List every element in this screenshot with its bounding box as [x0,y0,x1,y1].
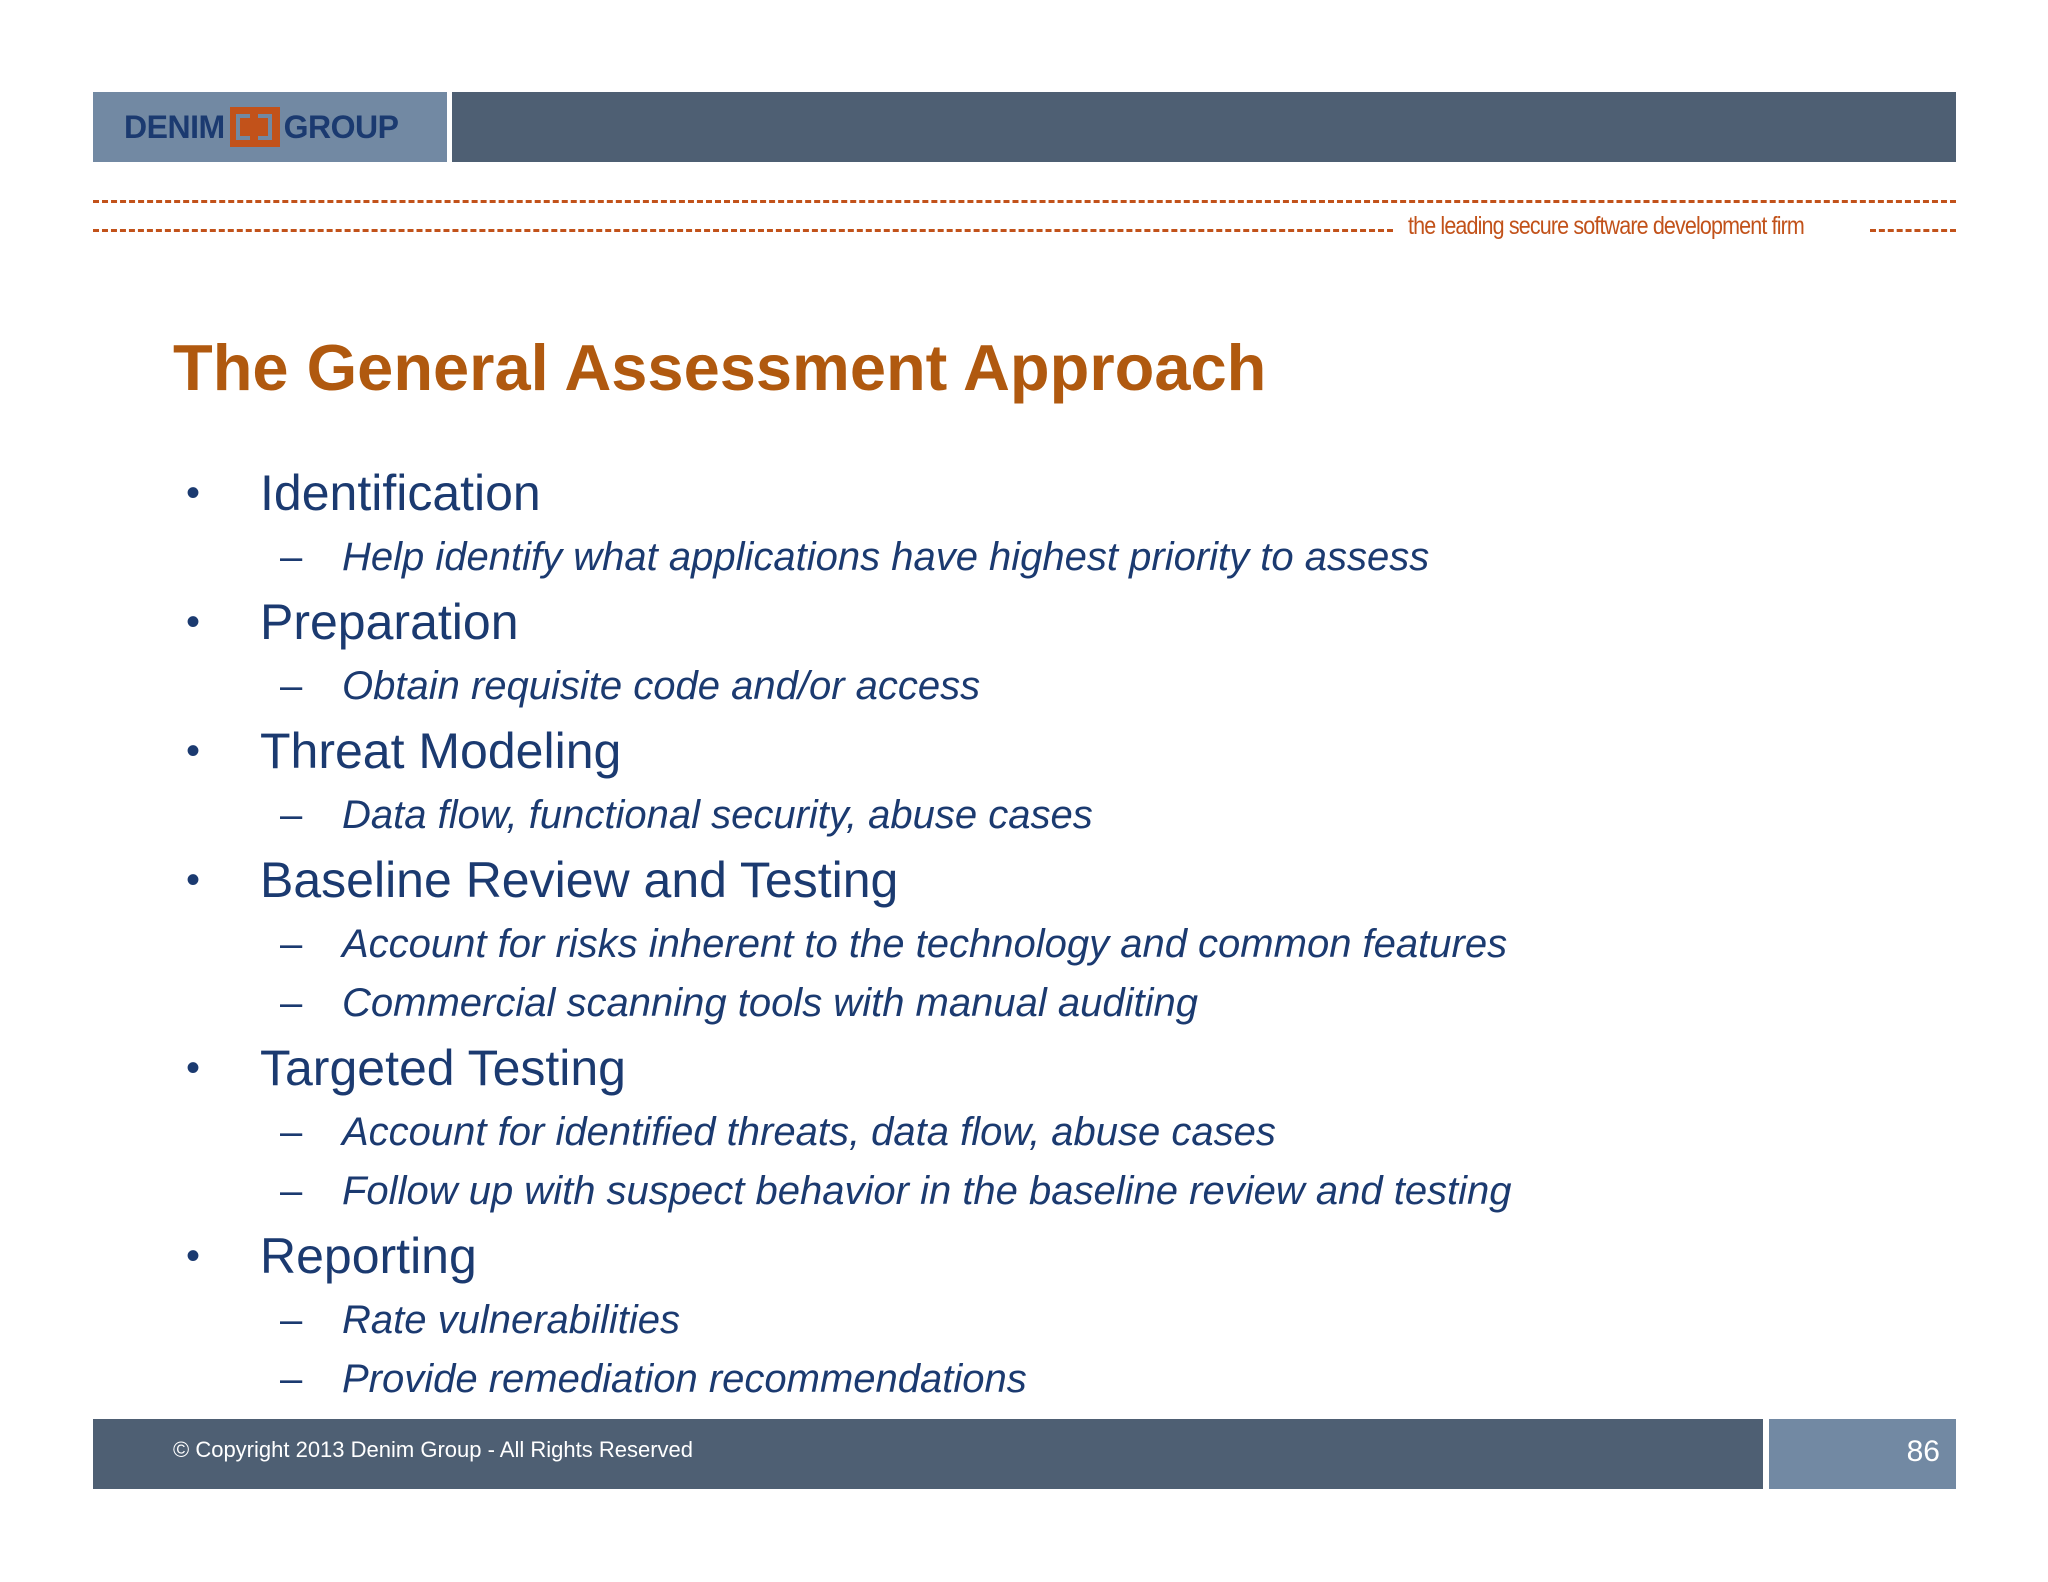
bullet-list [186,458,1886,1409]
sub-bullet-line [186,915,1886,974]
sub-bullet-dash-icon: – [280,922,303,966]
sub-bullet-line [186,974,1886,1033]
bullet-dot-icon: • [186,599,201,644]
sub-bullet-text: Help identify what applications have highest priority to assess [342,535,1430,579]
page-number: 86 [1906,1435,1940,1468]
bullet-item [186,1033,1886,1221]
logo-text-left: DENIM [124,108,225,145]
sub-bullet-text: Provide remediation recommendations [342,1357,1027,1401]
sub-bullet-line [186,1162,1886,1221]
dashed-rule-top [93,200,1956,203]
bullet-dot-icon: • [186,857,201,902]
sub-bullet-line [186,1103,1886,1162]
bullet-item [186,716,1886,845]
dg-mark-icon [230,107,280,147]
sub-bullet-text: Commercial scanning tools with manual auditing [342,981,1198,1025]
bullet-line [186,716,1886,786]
logo-text-right: GROUP [283,108,399,145]
bullet-label: Preparation [260,594,519,650]
slide-title: The General Assessment Approach [173,331,1267,404]
header-bar [452,92,1956,162]
logo-box [93,92,447,162]
bullet-label: Threat Modeling [260,723,622,779]
page-number-box [1769,1419,1956,1489]
sub-bullet-text: Account for risks inherent to the technology and common features [342,922,1508,966]
sub-bullet-dash-icon: – [280,1298,303,1342]
bullet-label: Reporting [260,1228,477,1284]
sub-bullet-text: Account for identified threats, data flow, abuse cases [342,1110,1276,1154]
bullet-label: Baseline Review and Testing [260,852,899,908]
sub-bullet-line [186,657,1886,716]
sub-bullet-line [186,528,1886,587]
bullet-item [186,587,1886,716]
bullet-item [186,458,1886,587]
sub-bullet-text: Follow up with suspect behavior in the baseline review and testing [342,1169,1512,1213]
sub-bullet-line [186,786,1886,845]
sub-bullet-dash-icon: – [280,793,303,837]
bullet-line [186,587,1886,657]
sub-bullet-text: Data flow, functional security, abuse cases [342,793,1093,837]
bullet-dot-icon: • [186,470,201,515]
sub-bullet-dash-icon: – [280,981,303,1025]
bullet-line [186,458,1886,528]
sub-bullet-dash-icon: – [280,535,303,579]
sub-bullet-dash-icon: – [280,1169,303,1213]
bullet-line [186,1221,1886,1291]
bullet-label: Targeted Testing [260,1040,626,1096]
copyright-text: © Copyright 2013 Denim Group - All Rights Reserved [173,1437,693,1462]
sub-bullet-line [186,1291,1886,1350]
bullet-label: Identification [260,465,541,521]
bullet-item [186,845,1886,1033]
footer-bar [93,1419,1763,1489]
tagline: the leading secure software development firm [1408,212,1804,240]
bullet-line [186,845,1886,915]
bullet-dot-icon: • [186,728,201,773]
sub-bullet-text: Rate vulnerabilities [342,1298,680,1342]
dashed-rule-bottom-right [1870,229,1956,232]
sub-bullet-dash-icon: – [280,664,303,708]
bullet-line [186,1033,1886,1103]
dashed-rule-bottom-left [93,229,1393,232]
sub-bullet-dash-icon: – [280,1357,303,1401]
sub-bullet-text: Obtain requisite code and/or access [342,664,981,708]
bullet-dot-icon: • [186,1233,201,1278]
sub-bullet-line [186,1350,1886,1409]
bullet-item [186,1221,1886,1409]
bullet-dot-icon: • [186,1045,201,1090]
denim-group-logo [124,107,398,147]
sub-bullet-dash-icon: – [280,1110,303,1154]
